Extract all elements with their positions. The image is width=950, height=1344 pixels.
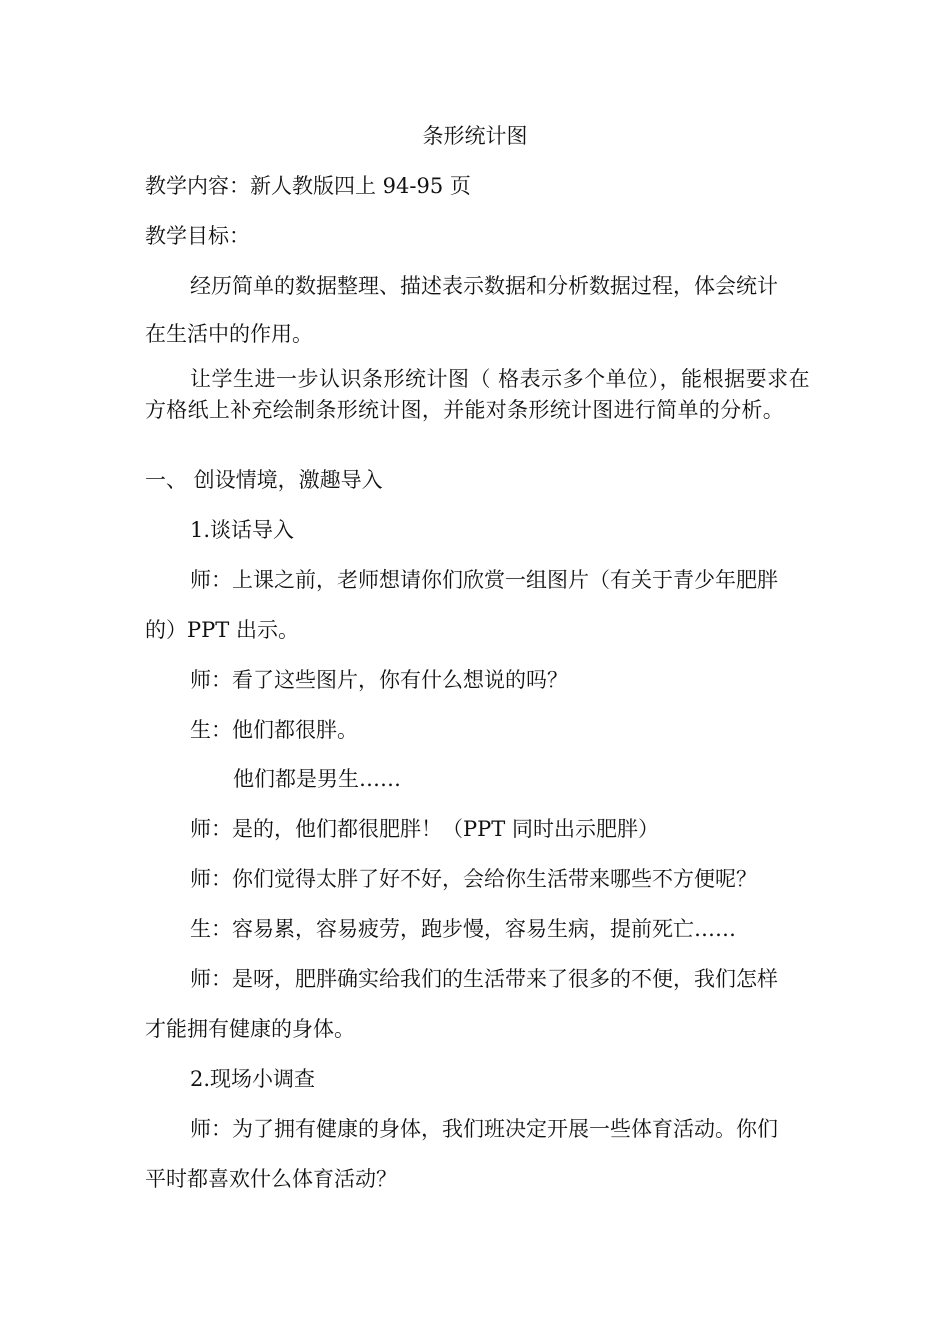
goal2-paragraph: 让学生进一步认识条形统计图（ 格表示多个单位），能根据要求在方格纸上补充绘制条形统计图，并能对条形统计图进行简单的分析。 [145,367,810,422]
p3: 生：他们都很胖。 [190,718,358,742]
p5: 师：是的，他们都很肥胖！（PPT 同时出示肥胖） [190,817,659,841]
p1-line2: 的）PPT 出示。 [145,618,299,642]
sub1-heading: 1.谈话导入 [190,518,295,542]
goal1-line1: 经历简单的数据整理、描述表示数据和分析数据过程，体会统计 [190,274,778,298]
p9-line1: 师：为了拥有健康的身体，我们班决定开展一些体育活动。你们 [190,1117,778,1141]
document-title: 条形统计图 [422,124,528,148]
goal1-line2: 在生活中的作用。 [145,322,313,346]
p4: 他们都是男生…… [233,767,401,791]
p8-line2: 才能拥有健康的身体。 [145,1017,355,1041]
p9-line2: 平时都喜欢什么体育活动？ [145,1167,397,1191]
p6: 师：你们觉得太胖了好不好，会给你生活带来哪些不方便呢？ [190,867,757,891]
p1-line1: 师：上课之前，老师想请你们欣赏一组图片（有关于青少年肥胖 [190,568,778,592]
p7: 生：容易累，容易疲劳，跑步慢，容易生病，提前死亡…… [190,917,736,941]
p2: 师：看了这些图片，你有什么想说的吗？ [190,668,568,692]
p8-line1: 师：是呀，肥胖确实给我们的生活带来了很多的不便，我们怎样 [190,967,778,991]
content-line: 教学内容：新人教版四上 94-95 页 [145,174,471,198]
section1-heading: 一、 创设情境，激趣导入 [145,468,383,492]
goals-heading: 教学目标： [145,224,250,248]
sub2-heading: 2.现场小调查 [190,1067,316,1091]
